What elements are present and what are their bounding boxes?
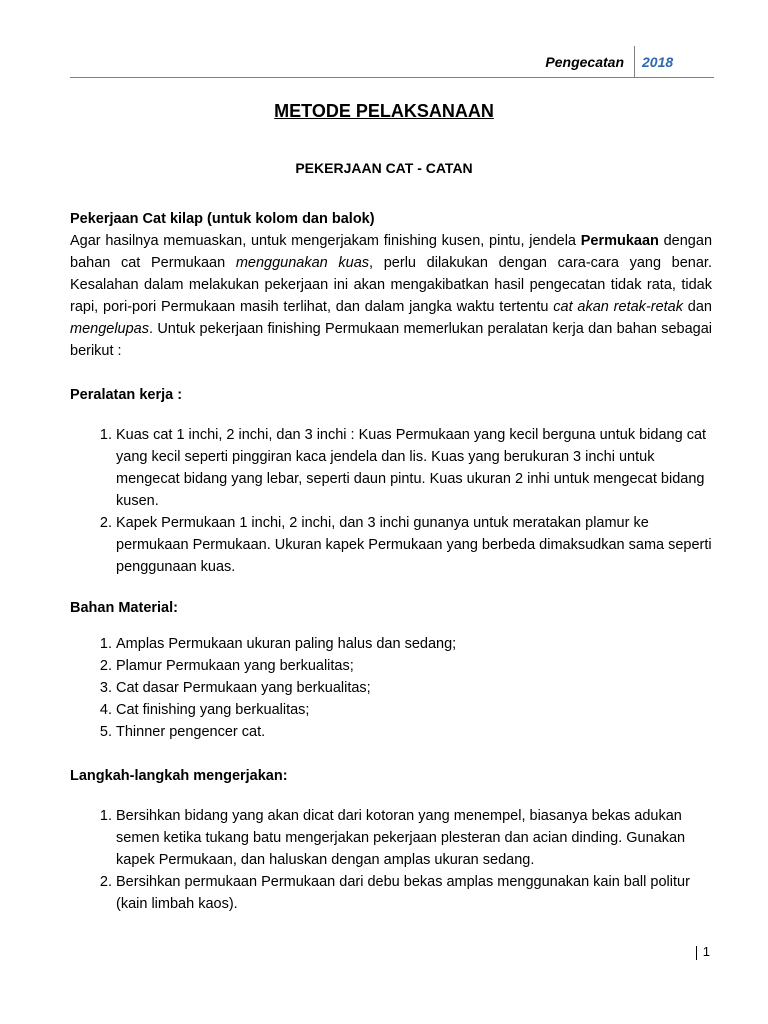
intro-text-2: dengan bahan cat Permukaan	[70, 233, 713, 271]
list-item: 4. Cat finishing yang berkualitas;	[116, 699, 712, 721]
list-item: 1. Kuas cat 1 inchi, 2 inchi, dan 3 inchi : Kuas Permukaan yang kecil berguna untuk bidang cat yang kecil seperti pinggiran kaca jendela dan lis. Kuas yang berukuran 3 inchi untuk mengecat bidang yang lebar, seperti daun pintu. Kuas ukuran 2 inhi untuk mengecat bidang kusen.	[116, 424, 712, 512]
intro-italic-3: mengelupas	[70, 321, 149, 337]
materials-list	[70, 633, 712, 743]
intro-heading: Pekerjaan Cat kilap (untuk kolom dan balok)	[70, 211, 375, 227]
steps-heading: Langkah-langkah mengerjakan:	[70, 768, 288, 784]
page-number: 1	[702, 944, 710, 959]
header-rule	[70, 77, 714, 78]
intro-text-3: , perlu dilakukan dengan cara-cara yang benar. Kesalahan dalam melakukan pekerjaan ini akan mengakibatkan hasil pengecatan tidak rata, tidak rapi, pori-pori Permukaan masih terlihat, dan dalam jangka waktu tertentu	[70, 255, 712, 315]
list-item: 3. Cat dasar Permukaan yang berkualitas;	[116, 677, 712, 699]
tools-section	[70, 384, 712, 578]
list-item: 2. Kapek Permukaan 1 inchi, 2 inchi, dan 3 inchi gunanya untuk meratakan plamur ke permukaan Permukaan. Ukuran kapek Permukaan yang berbeda dimaksudkan sama seperti penggunaan kuas.	[116, 512, 712, 578]
tools-list	[70, 424, 712, 578]
tools-heading: Peralatan kerja :	[70, 387, 183, 403]
sub-title: PEKERJAAN CAT - CATAN	[295, 160, 473, 176]
intro-section	[70, 208, 712, 362]
list-item: 1. Amplas Permukaan ukuran paling halus dan sedang;	[116, 633, 712, 655]
intro-text-1: Agar hasilnya memuaskan, untuk mengerjakam finishing kusen, pintu, jendela	[70, 233, 581, 249]
steps-section	[70, 765, 712, 915]
materials-heading: Bahan Material:	[70, 600, 178, 616]
header-year: 2018	[642, 54, 674, 70]
list-item: 2. Plamur Permukaan yang berkualitas;	[116, 655, 712, 677]
list-item: 5. Thinner pengencer cat.	[116, 721, 712, 743]
materials-section	[70, 597, 712, 743]
intro-bold-word: Permukaan	[580, 233, 659, 249]
footer-divider	[696, 946, 697, 960]
steps-list	[70, 805, 712, 915]
intro-text-5: . Untuk pekerjaan finishing Permukaan memerlukan peralatan kerja dan bahan sebagai berikut :	[70, 321, 712, 359]
header-title: Pengecatan	[545, 54, 624, 70]
intro-text-4: dan	[682, 299, 712, 315]
main-title: METODE PELAKSANAAN	[274, 101, 494, 121]
list-item: 1. Bersihkan bidang yang akan dicat dari kotoran yang menempel, biasanya bekas adukan semen ketika tukang batu mengerjakan pekerjaan plesteran dan acian dinding. Gunakan kapek Permukaan, dan haluskan dengan amplas ukuran sedang.	[116, 805, 712, 871]
intro-italic-2: cat akan retak-retak	[553, 299, 683, 315]
intro-paragraph	[70, 230, 712, 362]
page-header	[70, 46, 714, 78]
header-divider	[634, 46, 635, 78]
intro-italic-1: menggunakan kuas	[235, 255, 370, 271]
page-footer	[696, 944, 710, 960]
list-item: 2. Bersihkan permukaan Permukaan dari debu bekas amplas menggunakan kain ball politur (kain limbah kaos).	[116, 871, 712, 915]
